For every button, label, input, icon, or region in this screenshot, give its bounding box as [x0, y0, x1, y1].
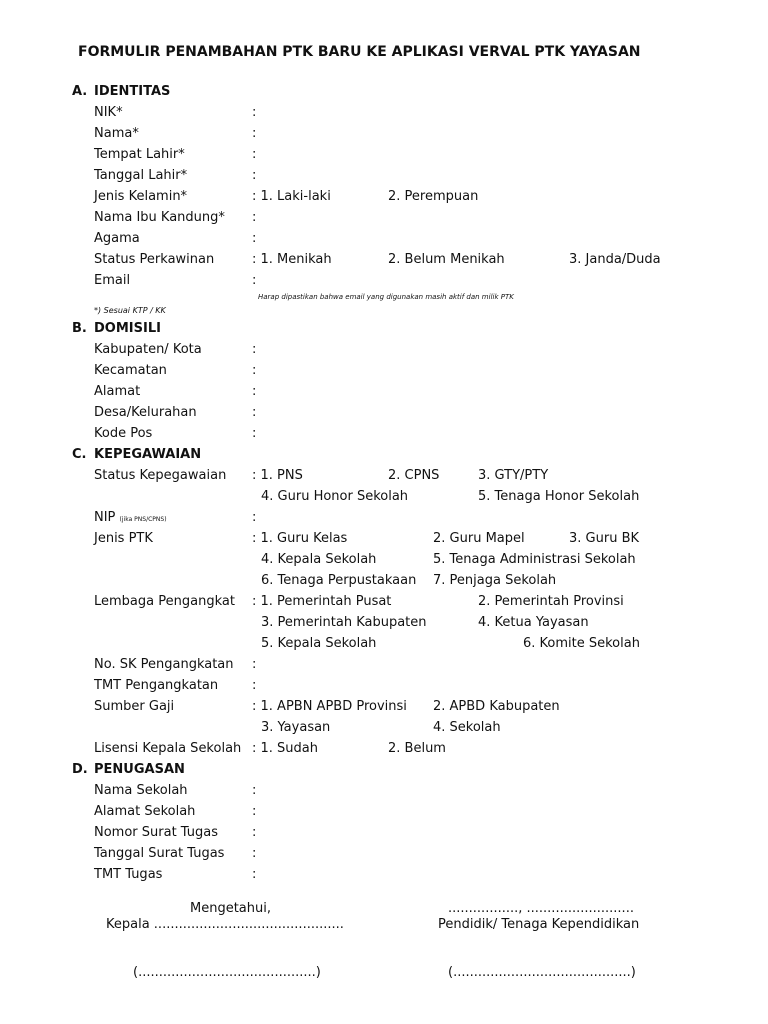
option-pemerintah-provinsi: 2. Pemerintah Provinsi	[478, 594, 624, 609]
label-tanggal-lahir: Tanggal Lahir*	[94, 168, 188, 183]
section-b-letter: B.	[72, 321, 87, 336]
option-ketua-yayasan: 4. Ketua Yayasan	[478, 615, 589, 630]
label-nama: Nama*	[94, 126, 139, 141]
colon: :	[252, 147, 257, 162]
label-status-perkawinan: Status Perkawinan	[94, 252, 215, 267]
label-nip-text: NIP	[94, 510, 116, 525]
colon: :	[252, 126, 257, 141]
label-alamat-sekolah: Alamat Sekolah	[94, 804, 196, 819]
form-title: FORMULIR PENAMBAHAN PTK BARU KE APLIKASI VERVAL PTK YAYASAN	[78, 44, 641, 60]
section-a-heading: IDENTITAS	[94, 84, 171, 99]
signature-kepala: Kepala ..............................................	[106, 917, 344, 932]
option-guru-mapel: 2. Guru Mapel	[433, 531, 525, 546]
colon: :	[252, 168, 257, 183]
section-c-letter: C.	[72, 447, 87, 462]
section-b-heading: DOMISILI	[94, 321, 161, 336]
label-tanggal-surat: Tanggal Surat Tugas	[94, 846, 225, 861]
label-nip	[94, 510, 167, 527]
section-c-heading: KEPEGAWAIAN	[94, 447, 202, 462]
label-tempat-lahir: Tempat Lahir*	[94, 147, 185, 162]
nip-note: (jika PNS/CPNS)	[119, 516, 167, 523]
option-yayasan: 3. Yayasan	[261, 720, 331, 735]
label-status-kepegawaian: Status Kepegawaian	[94, 468, 227, 483]
option-kepala-sekolah: 4. Kepala Sekolah	[261, 552, 377, 567]
label-kabupaten: Kabupaten/ Kota	[94, 342, 202, 357]
colon: :	[252, 363, 257, 378]
option-belum-menikah: 2. Belum Menikah	[388, 252, 505, 267]
colon: :	[252, 846, 257, 861]
label-kecamatan: Kecamatan	[94, 363, 167, 378]
option-laki-laki: : 1. Laki-laki	[252, 189, 331, 204]
colon: :	[252, 405, 257, 420]
signature-right-name: (...........................................)	[448, 965, 636, 980]
option-komite-sekolah: 6. Komite Sekolah	[523, 636, 640, 651]
label-agama: Agama	[94, 231, 140, 246]
option-gty-pty: 3. GTY/PTY	[478, 468, 549, 483]
option-tenaga-honor: 5. Tenaga Honor Sekolah	[478, 489, 640, 504]
colon: :	[252, 657, 257, 672]
option-guru-honor: 4. Guru Honor Sekolah	[261, 489, 409, 504]
option-lembaga-kepala-sekolah: 5. Kepala Sekolah	[261, 636, 377, 651]
option-tenaga-administrasi: 5. Tenaga Administrasi Sekolah	[433, 552, 636, 567]
option-perempuan: 2. Perempuan	[388, 189, 479, 204]
option-belum: 2. Belum	[388, 741, 446, 756]
option-menikah: : 1. Menikah	[252, 252, 332, 267]
colon: :	[252, 105, 257, 120]
label-no-sk: No. SK Pengangkatan	[94, 657, 234, 672]
label-sumber-gaji: Sumber Gaji	[94, 699, 175, 714]
option-pns: : 1. PNS	[252, 468, 303, 483]
label-nomor-surat: Nomor Surat Tugas	[94, 825, 219, 840]
option-pemerintah-kabupaten: 3. Pemerintah Kabupaten	[261, 615, 427, 630]
option-sudah: : 1. Sudah	[252, 741, 318, 756]
label-jenis-ptk: Jenis PTK	[94, 531, 153, 546]
colon: :	[252, 783, 257, 798]
option-pemerintah-pusat: : 1. Pemerintah Pusat	[252, 594, 392, 609]
colon: :	[252, 510, 257, 525]
colon: :	[252, 342, 257, 357]
label-alamat: Alamat	[94, 384, 141, 399]
colon: :	[252, 210, 257, 225]
label-nik: NIK*	[94, 105, 123, 120]
option-tenaga-perpustakaan: 6. Tenaga Perpustakaan	[261, 573, 417, 588]
signature-mengetahui: Mengetahui,	[190, 901, 271, 916]
section-d-letter: D.	[72, 762, 88, 777]
label-nama-sekolah: Nama Sekolah	[94, 783, 188, 798]
label-lembaga-pengangkat: Lembaga Pengangkat	[94, 594, 235, 609]
label-nama-ibu: Nama Ibu Kandung*	[94, 210, 225, 225]
signature-pendidik: Pendidik/ Tenaga Kependidikan	[438, 917, 640, 932]
signature-date-line: ................., ..........................	[448, 901, 634, 916]
colon: :	[252, 231, 257, 246]
label-kode-pos: Kode Pos	[94, 426, 153, 441]
option-janda-duda: 3. Janda/Duda	[569, 252, 661, 267]
option-cpns: 2. CPNS	[388, 468, 440, 483]
colon: :	[252, 426, 257, 441]
option-apbd-kabupaten: 2. APBD Kabupaten	[433, 699, 560, 714]
option-penjaga-sekolah: 7. Penjaga Sekolah	[433, 573, 557, 588]
label-jenis-kelamin: Jenis Kelamin*	[94, 189, 188, 204]
signature-left-name: (...........................................)	[133, 965, 321, 980]
option-guru-bk: 3. Guru BK	[569, 531, 640, 546]
section-d-heading: PENUGASAN	[94, 762, 185, 777]
colon: :	[252, 825, 257, 840]
colon: :	[252, 678, 257, 693]
colon: :	[252, 804, 257, 819]
label-tmt-tugas: TMT Tugas	[94, 867, 163, 882]
option-sekolah: 4. Sekolah	[433, 720, 501, 735]
label-email: Email	[94, 273, 131, 288]
option-guru-kelas: : 1. Guru Kelas	[252, 531, 348, 546]
option-apbn-apbd-provinsi: : 1. APBN APBD Provinsi	[252, 699, 407, 714]
email-note: Harap dipastikan bahwa email yang digunakan masih aktif dan milik PTK	[258, 293, 514, 301]
colon: :	[252, 384, 257, 399]
label-tmt-pengangkatan: TMT Pengangkatan	[94, 678, 219, 693]
footnote-ktp: *) Sesuai KTP / KK	[94, 306, 166, 315]
label-desa: Desa/Kelurahan	[94, 405, 197, 420]
label-lisensi: Lisensi Kepala Sekolah	[94, 741, 242, 756]
colon: :	[252, 273, 257, 288]
colon: :	[252, 867, 257, 882]
section-a-letter: A.	[72, 84, 88, 99]
